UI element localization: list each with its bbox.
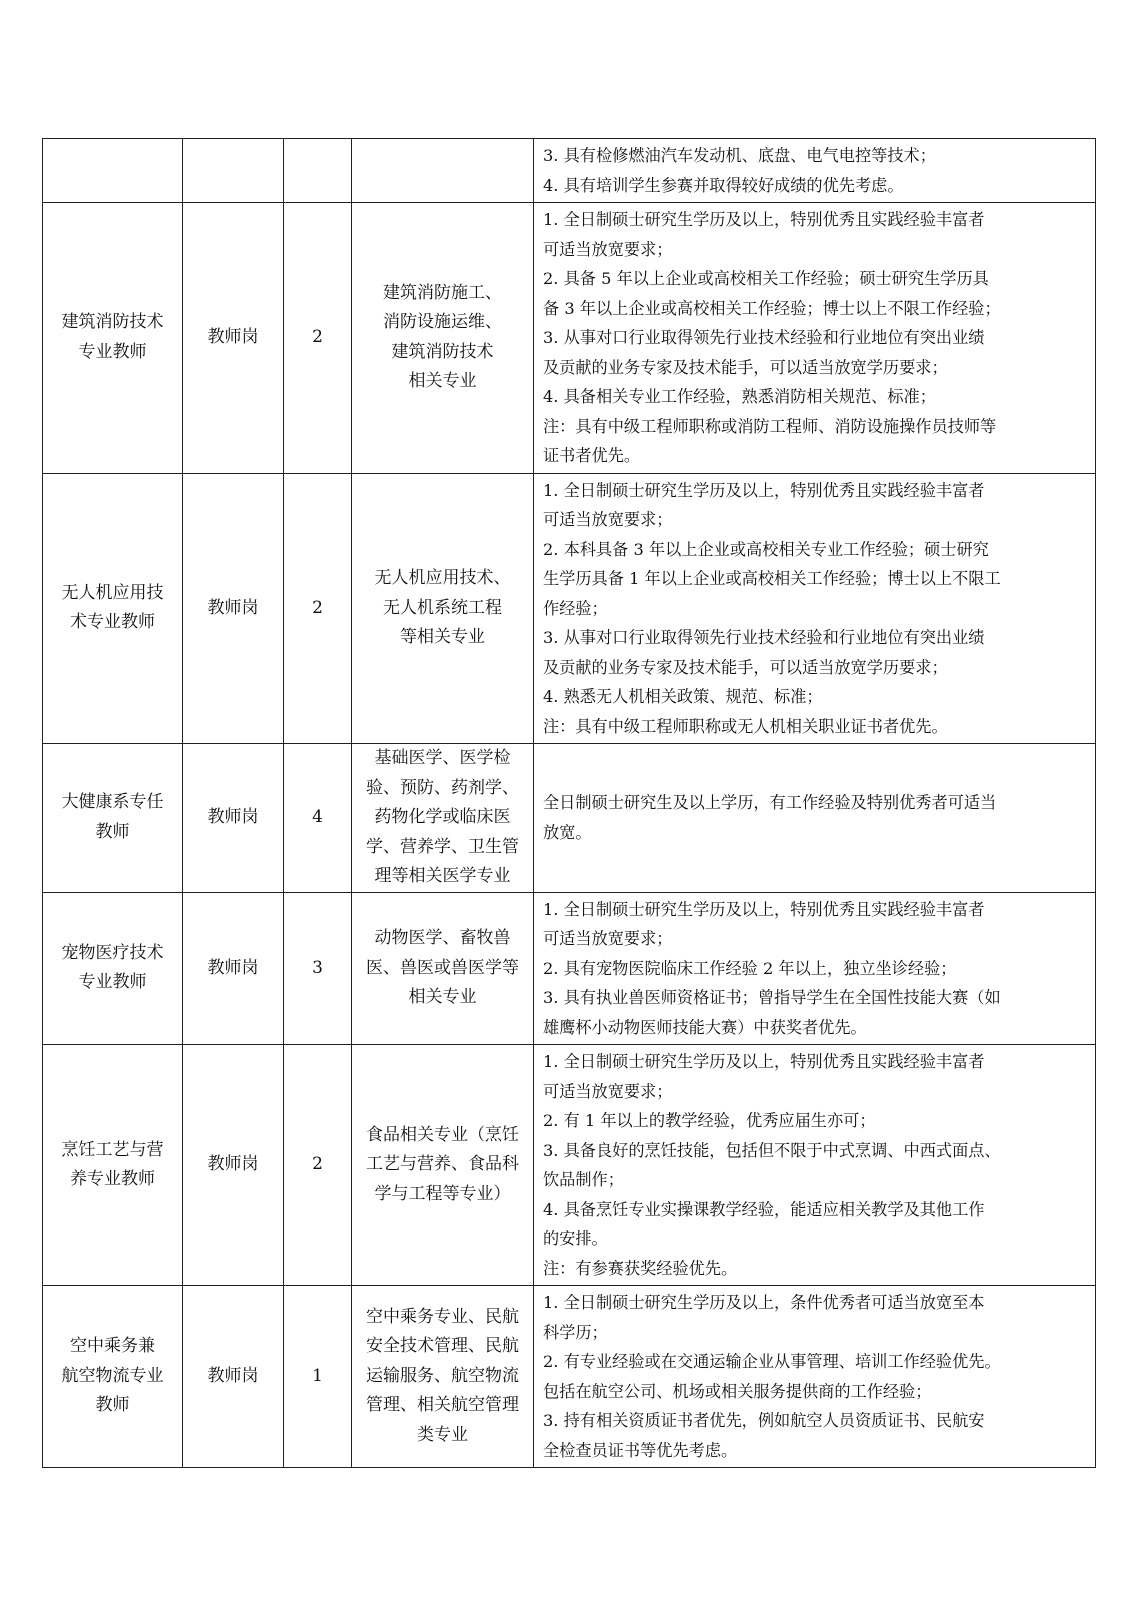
requirements-cell-line: 4. 具备相关专业工作经验，熟悉消防相关规范、标准； [543,387,936,406]
requirements-cell-line: 4. 熟悉无人机相关政策、规范、标准； [543,687,823,706]
requirements-cell [534,1045,1096,1286]
position-name-cell-line: 专业教师 [78,341,147,362]
post-type-cell: 教师岗 [183,203,284,474]
major-cell [352,744,534,893]
requirements-cell [534,139,1096,203]
major-cell [352,473,534,744]
requirements-cell-line: 全日制硕士研究生及以上学历，有工作经验及特别优秀者可适当 [543,793,997,813]
major-cell-line: 工艺与营养、食品科 [366,1154,519,1175]
major-cell-line: 相关专业 [408,371,477,392]
major-cell-line: 消防设施运维、 [383,312,502,333]
table-row [43,1045,1096,1286]
requirements-cell-line: 注：具有中级工程师职称或无人机相关职业证书者优先。 [543,716,948,736]
position-name-cell-line: 无人机应用技 [61,582,164,603]
requirements-cell-line: 2. 有 1 年以上的教学经验，优秀应届生亦可； [543,1111,876,1130]
position-name-cell-line: 养专业教师 [70,1169,155,1189]
major-cell-line: 医、兽医或兽医学等 [366,957,519,978]
major-cell [352,892,534,1045]
headcount-cell: 2 [284,203,352,474]
requirements-cell-line: 饮品制作； [543,1170,624,1189]
position-name-cell [43,203,183,474]
requirements-cell-line: 1. 全日制硕士研究生学历及以上，特别优秀且实践经验丰富者 [543,1052,985,1071]
major-cell-line: 无人机应用技术、 [374,568,511,588]
position-name-cell-line: 教师 [95,821,130,842]
headcount-cell [284,139,352,203]
requirements-cell [534,744,1096,893]
requirements-cell-line: 全检查员证书等优先考虑。 [543,1440,738,1460]
requirements-cell-line: 可适当放宽要求； [543,239,673,259]
post-type-cell [183,139,284,203]
major-cell-line: 运输服务、航空物流 [366,1365,519,1386]
post-type-cell: 教师岗 [183,892,284,1045]
major-cell-line: 管理、相关航空管理 [366,1395,519,1416]
recruitment-table [42,138,1096,1468]
requirements-cell-line: 及贡献的业务专家及技术能手，可以适当放宽学历要求； [543,657,948,677]
requirements-cell-line: 生学历具备 1 年以上企业或高校相关工作经验；博士以上不限工 [543,569,1001,588]
position-name-cell-line: 大健康系专任 [61,792,164,813]
requirements-cell-line: 2. 有专业经验或在交通运输企业从事管理、培训工作经验优先。 [543,1352,1001,1371]
requirements-cell-line: 3. 具有检修燃油汽车发动机、底盘、电气电控等技术； [543,146,936,165]
major-cell-line: 学、营养学、卫生管 [366,836,519,857]
table-row [43,1286,1096,1468]
position-name-cell [43,1286,183,1468]
requirements-cell-line: 3. 从事对口行业取得领先行业技术经验和行业地位有突出业绩 [543,328,985,347]
major-cell-line: 无人机系统工程 [383,597,502,618]
major-cell-line: 相关专业 [408,987,477,1007]
requirements-cell [534,203,1096,474]
headcount-cell: 2 [284,473,352,744]
position-name-cell-line: 建筑消防技术 [61,312,164,333]
headcount-cell: 2 [284,1045,352,1286]
major-cell-line: 安全技术管理、民航 [366,1336,519,1357]
requirements-cell-line: 注：具有中级工程师职称或消防工程师、消防设施操作员技师等 [543,416,997,436]
post-type-cell: 教师岗 [183,1286,284,1468]
post-type-cell: 教师岗 [183,473,284,744]
major-cell-line: 空中乘务专业、民航 [366,1306,519,1327]
requirements-cell [534,892,1096,1045]
major-cell-line: 等相关专业 [400,627,485,647]
requirements-cell-line: 2. 具有宠物医院临床工作经验 2 年以上，独立坐诊经验； [543,958,957,978]
recruitment-table-page [42,138,1095,1468]
position-name-cell-line: 术专业教师 [70,612,155,633]
requirements-cell-line: 1. 全日制硕士研究生学历及以上，特别优秀且实践经验丰富者 [543,480,985,500]
position-name-cell-line: 宠物医疗技术 [61,942,164,963]
position-name-cell-line: 烹饪工艺与营 [61,1139,164,1160]
major-cell-line: 药物化学或临床医 [374,807,511,827]
major-cell-line: 验、预防、药剂学、 [366,777,519,798]
table-row [43,139,1096,203]
position-name-cell-line: 专业教师 [78,972,147,993]
requirements-cell-line: 科学历； [543,1322,608,1342]
requirements-cell-line: 可适当放宽要求； [543,510,673,529]
requirements-cell-line: 4. 具备烹饪专业实操课教学经验，能适应相关教学及其他工作 [543,1199,985,1219]
requirements-cell [534,1286,1096,1468]
requirements-cell-line: 2. 本科具备 3 年以上企业或高校相关专业工作经验；硕士研究 [543,539,989,559]
requirements-cell-line: 注：有参赛获奖经验优先。 [543,1258,738,1278]
requirements-cell-line: 及贡献的业务专家及技术能手，可以适当放宽学历要求； [543,357,948,377]
requirements-cell-line: 3. 具有执业兽医师资格证书；曾指导学生在全国性技能大赛（如 [543,988,1001,1007]
major-cell-line: 类专业 [417,1424,468,1445]
major-cell-line: 建筑消防技术 [391,341,494,362]
requirements-cell [534,473,1096,744]
requirements-cell-line: 备 3 年以上企业或高校相关工作经验；博士以上不限工作经验； [543,298,1001,318]
post-type-cell: 教师岗 [183,1045,284,1286]
major-cell-line: 基础医学、医学检 [374,748,511,768]
position-name-cell [43,139,183,203]
requirements-cell-line: 1. 全日制硕士研究生学历及以上，特别优秀且实践经验丰富者 [543,899,985,919]
requirements-cell-line: 可适当放宽要求； [543,929,673,948]
requirements-cell-line: 2. 具备 5 年以上企业或高校相关工作经验；硕士研究生学历具 [543,269,989,288]
requirements-cell-line: 3. 具备良好的烹饪技能，包括但不限于中式烹调、中西式面点、 [543,1140,1001,1160]
table-row [43,892,1096,1045]
major-cell-line: 学与工程等专业） [374,1183,511,1204]
position-name-cell [43,1045,183,1286]
requirements-cell-line: 放宽。 [543,822,592,842]
major-cell [352,1045,534,1286]
major-cell-line: 动物医学、畜牧兽 [374,928,511,948]
headcount-cell: 4 [284,744,352,893]
position-name-cell-line: 航空物流专业 [61,1365,164,1386]
major-cell [352,139,534,203]
position-name-cell-line: 空中乘务兼 [70,1336,155,1357]
requirements-cell-line: 包括在航空公司、机场或相关服务提供商的工作经验； [543,1381,932,1401]
major-cell-line: 食品相关专业（烹饪 [366,1124,519,1145]
position-name-cell [43,473,183,744]
table-row [43,744,1096,893]
position-name-cell [43,744,183,893]
major-cell-line: 建筑消防施工、 [383,282,502,303]
major-cell [352,1286,534,1468]
requirements-cell-line: 4. 具有培训学生参赛并取得较好成绩的优先考虑。 [543,175,904,195]
major-cell-line: 理等相关医学专业 [374,866,511,886]
requirements-cell-line: 雄鹰杯小动物医师技能大赛）中获奖者优先。 [543,1017,867,1037]
headcount-cell: 3 [284,892,352,1045]
requirements-cell-line: 3. 从事对口行业取得领先行业技术经验和行业地位有突出业绩 [543,628,985,647]
position-name-cell [43,892,183,1045]
requirements-cell-line: 作经验； [543,598,608,618]
requirements-cell-line: 1. 全日制硕士研究生学历及以上，条件优秀者可适当放宽至本 [543,1293,985,1312]
table-row [43,473,1096,744]
post-type-cell: 教师岗 [183,744,284,893]
headcount-cell: 1 [284,1286,352,1468]
position-name-cell-line: 教师 [95,1395,130,1416]
table-body [43,139,1096,1468]
requirements-cell-line: 的安排。 [543,1229,608,1248]
requirements-cell-line: 可适当放宽要求； [543,1081,673,1101]
requirements-cell-line: 证书者优先。 [543,446,641,465]
table-row [43,203,1096,474]
requirements-cell-line: 1. 全日制硕士研究生学历及以上，特别优秀且实践经验丰富者 [543,210,985,229]
major-cell [352,203,534,474]
requirements-cell-line: 3. 持有相关资质证书者优先，例如航空人员资质证书、民航安 [543,1411,985,1430]
